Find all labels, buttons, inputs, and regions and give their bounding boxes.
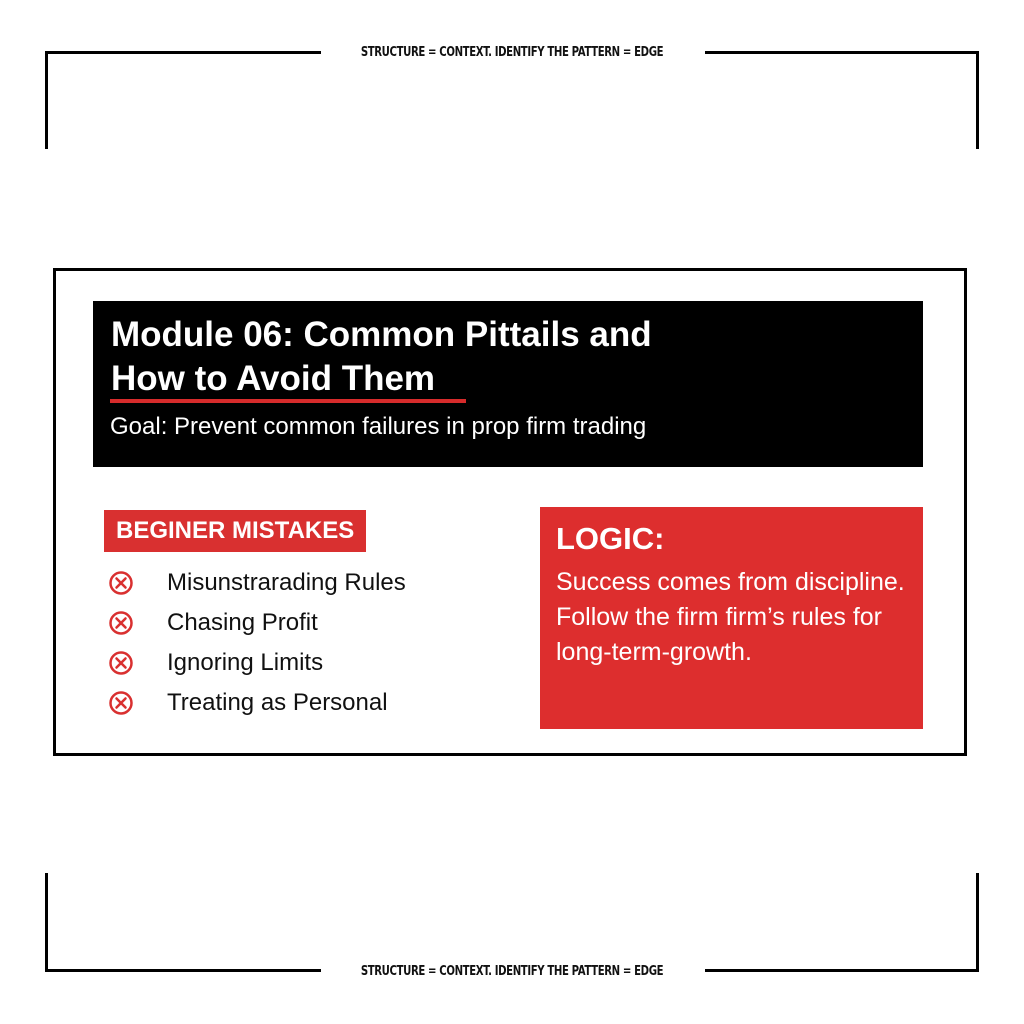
circle-x-icon <box>108 570 134 596</box>
logic-box <box>540 507 923 729</box>
logic-body: Success comes from discipline. Follow the firm firm’s rules for long-term-growth. <box>556 568 905 666</box>
circle-x-icon <box>108 650 134 676</box>
list-item-label: Ignoring Limits <box>167 649 324 676</box>
tagline-top: STRUCTURE = CONTEXT. IDENTIFY THE PATTERN = EDGE <box>360 45 664 60</box>
frame-right-bottom-vertical <box>976 873 979 972</box>
frame-left-top-vertical <box>45 51 48 149</box>
circle-x-icon <box>108 690 134 716</box>
frame-right-top-vertical <box>976 51 979 149</box>
list-item <box>108 683 406 723</box>
module-header <box>93 301 923 467</box>
module-card <box>53 268 967 756</box>
mistakes-list <box>108 563 406 723</box>
module-title <box>111 313 652 401</box>
logic-title: LOGIC: <box>556 521 665 556</box>
module-goal: Goal: Prevent common failures in prop firm trading <box>110 413 647 440</box>
title-underline <box>110 399 466 403</box>
list-item <box>108 643 406 683</box>
list-item-label: Misunstrarading Rules <box>167 569 406 596</box>
list-item <box>108 603 406 643</box>
beginner-mistakes-badge: BEGINER MISTAKES <box>104 510 366 552</box>
tagline-bottom: STRUCTURE = CONTEXT. IDENTIFY THE PATTERN = EDGE <box>360 964 664 979</box>
list-item-label: Treating as Personal <box>167 689 388 716</box>
list-item-label: Chasing Profit <box>167 609 318 636</box>
circle-x-icon <box>108 610 134 636</box>
module-title-line2: How to Avoid Them <box>111 359 436 398</box>
list-item <box>108 563 406 603</box>
frame-left-bottom-vertical <box>45 873 48 972</box>
module-title-line1: Module 06: Common Pittails and <box>111 315 652 354</box>
